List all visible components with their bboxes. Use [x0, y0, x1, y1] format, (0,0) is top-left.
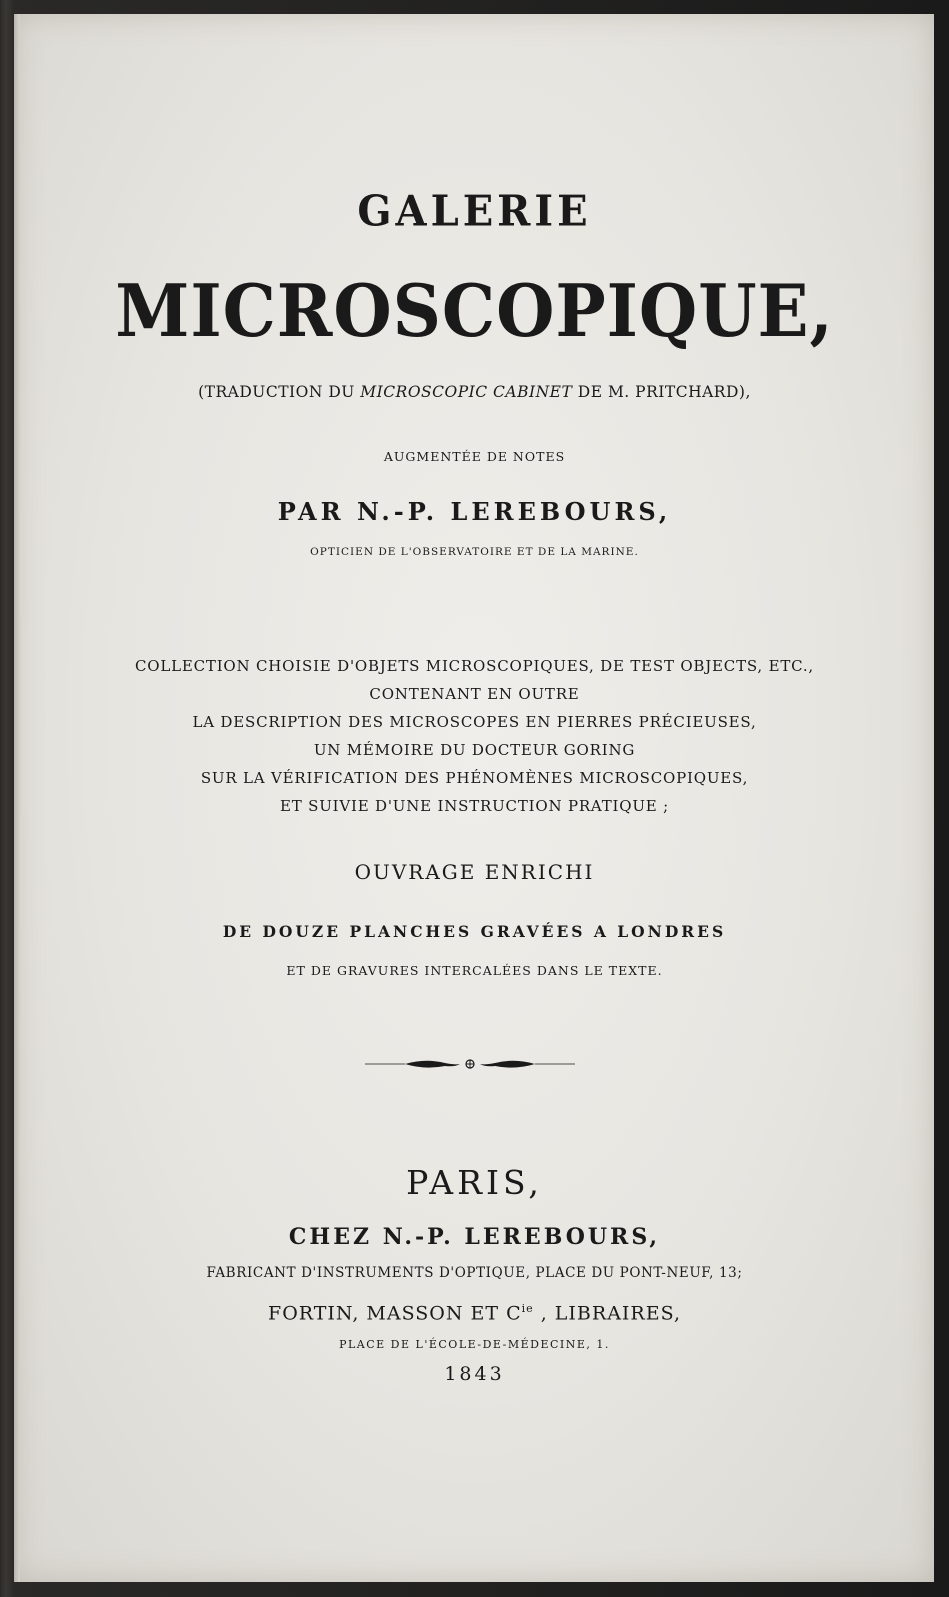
- collection-line-3: LA DESCRIPTION DES MICROSCOPES EN PIERRES PRÉCIEUSES,: [192, 713, 757, 731]
- imprint-publisher-address: FABRICANT D'INSTRUMENTS D'OPTIQUE, PLACE DU PONT-NEUF, 13;: [206, 1265, 743, 1281]
- co-publisher-name: FORTIN, MASSON ET C: [268, 1302, 522, 1325]
- translated-work-title: MICROSCOPIC CABINET: [360, 383, 573, 401]
- enriched-line-3: ET DE GRAVURES INTERCALÉES DANS LE TEXTE.: [286, 963, 663, 978]
- author-line: PAR N.-P. LEREBOURS,: [277, 497, 672, 526]
- collection-line-4: UN MÉMOIRE DU DOCTEUR GORING: [313, 741, 636, 759]
- collection-line-5: SUR LA VÉRIFICATION DES PHÉNOMÈNES MICROSCOPIQUES,: [200, 769, 749, 787]
- enriched-line-1: OUVRAGE ENRICHI: [354, 860, 595, 884]
- translation-suffix: DE M. PRITCHARD),: [572, 383, 751, 401]
- ornament-divider-icon: [365, 1054, 575, 1074]
- augmented-notes: AUGMENTÉE DE NOTES: [383, 449, 566, 464]
- collection-line-2: CONTENANT EN OUTRE: [369, 685, 580, 703]
- imprint-co-publisher: [0, 1302, 949, 1324]
- publication-year: 1843: [444, 1363, 505, 1385]
- co-publisher-tail: , LIBRAIRES,: [533, 1302, 681, 1325]
- translation-prefix: (TRADUCTION DU: [198, 383, 361, 401]
- collection-line-1: COLLECTION CHOISIE D'OBJETS MICROSCOPIQUES, DE TEST OBJECTS, ETC.,: [134, 657, 815, 675]
- title-line-2: MICROSCOPIQUE,: [115, 268, 834, 353]
- author-role: OPTICIEN DE L'OBSERVATOIRE ET DE LA MARINE.: [310, 546, 639, 558]
- imprint-co-publisher-address: PLACE DE L'ÉCOLE-DE-MÉDECINE, 1.: [339, 1338, 610, 1351]
- imprint-publisher: CHEZ N.-P. LEREBOURS,: [288, 1224, 661, 1250]
- title-line-1: GALERIE: [357, 186, 592, 237]
- imprint-city: PARIS,: [406, 1163, 543, 1202]
- enriched-line-2: DE DOUZE PLANCHES GRAVÉES A LONDRES: [222, 922, 727, 941]
- co-publisher-superscript: ie: [521, 1302, 534, 1315]
- translation-note: [0, 383, 949, 401]
- collection-line-6: ET SUIVIE D'UNE INSTRUCTION PRATIQUE ;: [280, 797, 669, 815]
